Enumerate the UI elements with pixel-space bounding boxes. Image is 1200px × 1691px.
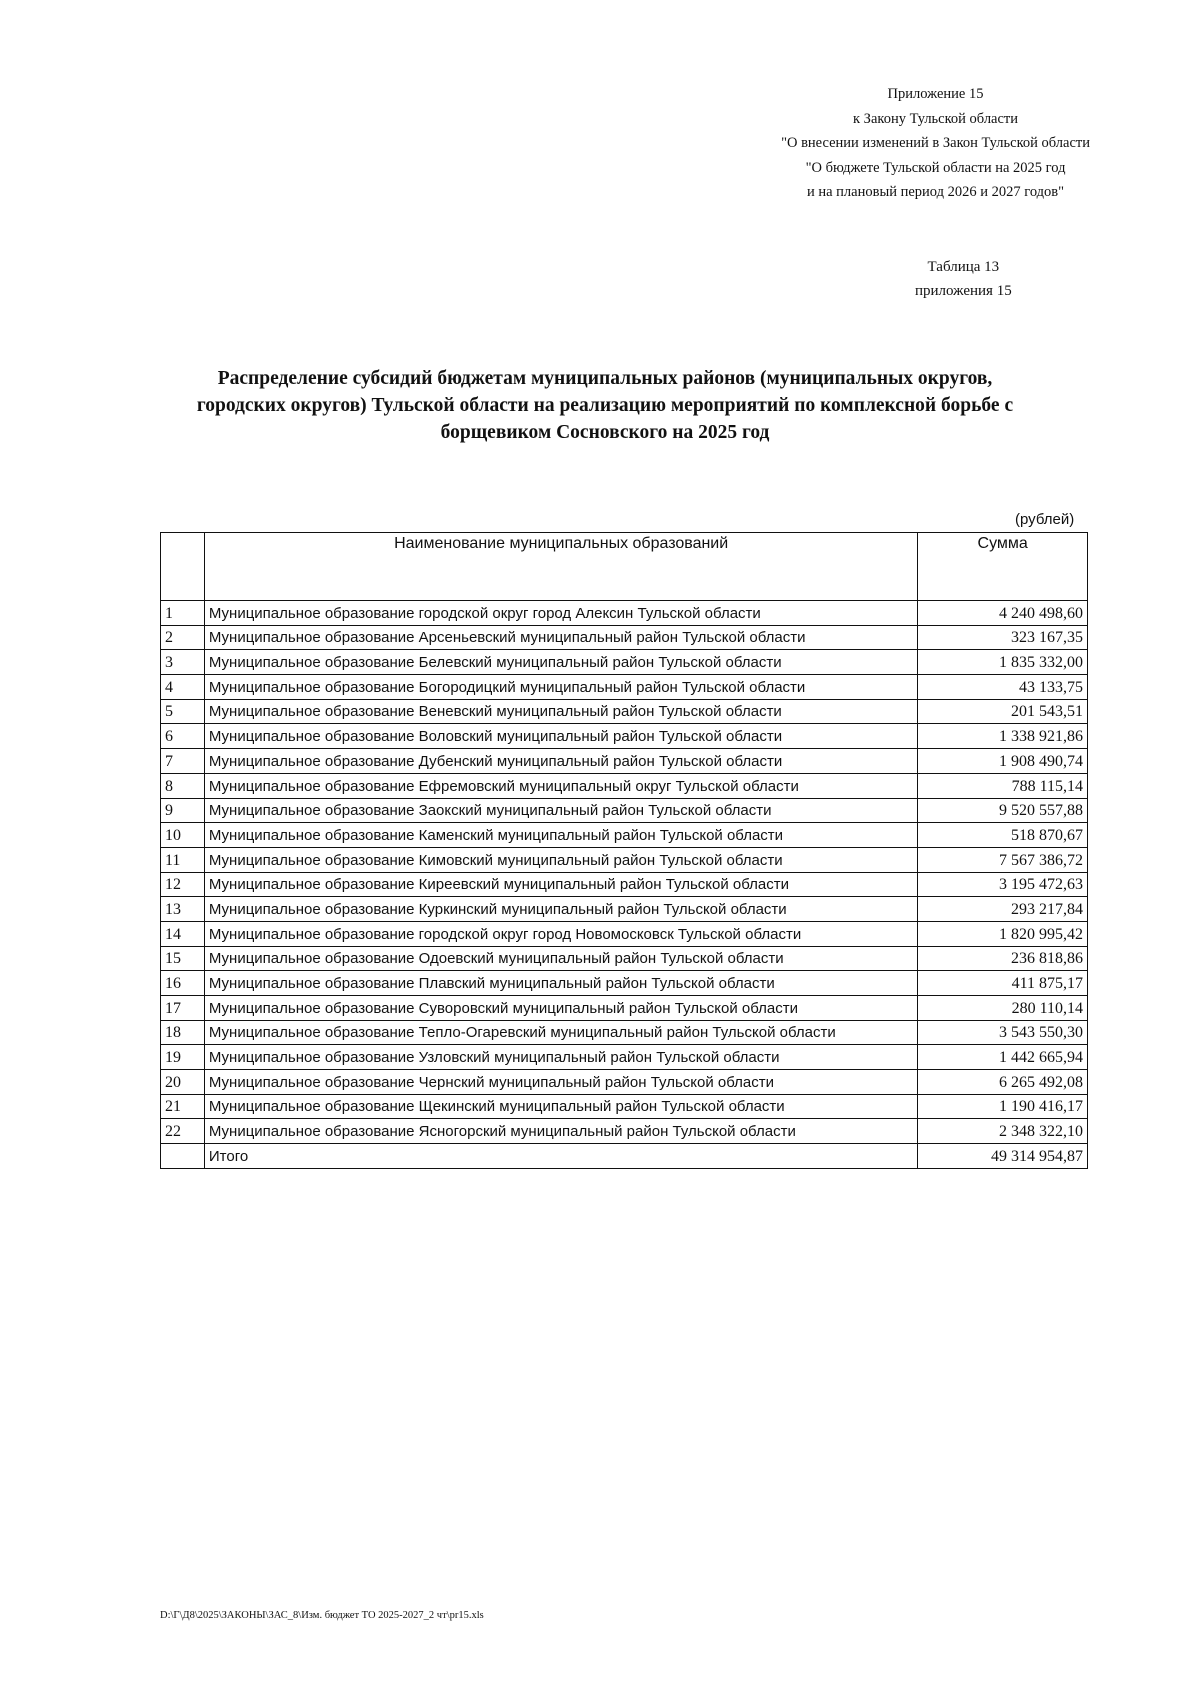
total-amount: 49 314 954,87 <box>918 1144 1088 1169</box>
municipality-name: Муниципальное образование Тепло-Огаревский муниципальный район Тульской области <box>204 1020 918 1045</box>
table-row <box>161 773 1088 798</box>
row-number: 15 <box>161 946 205 971</box>
subsidy-amount: 1 820 995,42 <box>918 921 1088 946</box>
municipality-name: Муниципальное образование Плавский муниципальный район Тульской области <box>204 971 918 996</box>
subsidy-amount: 236 818,86 <box>918 946 1088 971</box>
subsidy-amount: 201 543,51 <box>918 699 1088 724</box>
row-number: 10 <box>161 823 205 848</box>
table-row <box>161 971 1088 996</box>
total-row <box>161 1144 1088 1169</box>
subsidy-amount: 1 908 490,74 <box>918 749 1088 774</box>
municipality-name: Муниципальное образование Суворовский муниципальный район Тульской области <box>204 996 918 1021</box>
subsidy-amount: 1 190 416,17 <box>918 1094 1088 1119</box>
municipality-name: Муниципальное образование Ефремовский муниципальный округ Тульской области <box>204 773 918 798</box>
subsidy-amount: 2 348 322,10 <box>918 1119 1088 1144</box>
municipality-name: Муниципальное образование Чернский муниципальный район Тульской области <box>204 1070 918 1095</box>
table-row <box>161 724 1088 749</box>
document-title <box>140 365 1070 446</box>
municipality-name: Муниципальное образование Узловский муниципальный район Тульской области <box>204 1045 918 1070</box>
row-number: 5 <box>161 699 205 724</box>
municipality-name: Муниципальное образование городской округ город Новомосковск Тульской области <box>204 921 918 946</box>
total-label: Итого <box>204 1144 918 1169</box>
appendix-line: "О бюджете Тульской области на 2025 год <box>805 159 1066 176</box>
row-number: 21 <box>161 1094 205 1119</box>
subsidy-amount: 788 115,14 <box>918 773 1088 798</box>
table-row <box>161 625 1088 650</box>
table-row <box>161 872 1088 897</box>
table-row <box>161 650 1088 675</box>
table-row <box>161 749 1088 774</box>
table-row <box>161 1070 1088 1095</box>
row-number: 11 <box>161 847 205 872</box>
subsidy-amount: 4 240 498,60 <box>918 601 1088 626</box>
subsidy-amount: 1 442 665,94 <box>918 1045 1088 1070</box>
municipality-name: Муниципальное образование Воловский муниципальный район Тульской области <box>204 724 918 749</box>
title-line: борщевиком Сосновского на 2025 год <box>440 422 770 443</box>
table-row <box>161 921 1088 946</box>
row-number: 6 <box>161 724 205 749</box>
subsidy-table <box>160 532 1088 1169</box>
table-body <box>161 601 1088 1169</box>
units-label: (рублей) <box>1015 511 1075 528</box>
row-number: 7 <box>161 749 205 774</box>
table-header-row <box>161 533 1088 601</box>
title-line: Распределение субсидий бюджетам муниципальных районов (муниципальных округов, <box>217 368 993 389</box>
municipality-name: Муниципальное образование Куркинский муниципальный район Тульской области <box>204 897 918 922</box>
appendix-line: "О внесении изменений в Закон Тульской области <box>781 135 1090 151</box>
title-line: городских округов) Тульской области на реализацию мероприятий по комплексной борьбе с <box>196 395 1014 416</box>
table-row <box>161 1045 1088 1070</box>
appendix-header <box>781 82 1090 205</box>
total-number-cell <box>161 1144 205 1169</box>
subsidy-amount: 9 520 557,88 <box>918 798 1088 823</box>
subsidy-amount: 1 835 332,00 <box>918 650 1088 675</box>
row-number: 3 <box>161 650 205 675</box>
subsidy-amount: 3 543 550,30 <box>918 1020 1088 1045</box>
subsidy-amount: 518 870,67 <box>918 823 1088 848</box>
table-reference <box>915 255 1012 303</box>
row-number: 16 <box>161 971 205 996</box>
municipality-name: Муниципальное образование Арсеньевский муниципальный район Тульской области <box>204 625 918 650</box>
table-row <box>161 675 1088 700</box>
municipality-name: Муниципальное образование Одоевский муниципальный район Тульской области <box>204 946 918 971</box>
row-number: 2 <box>161 625 205 650</box>
municipality-name: Муниципальное образование Каменский муниципальный район Тульской области <box>204 823 918 848</box>
subsidy-amount: 6 265 492,08 <box>918 1070 1088 1095</box>
municipality-name: Муниципальное образование Кимовский муниципальный район Тульской области <box>204 847 918 872</box>
table-row <box>161 996 1088 1021</box>
subsidy-amount: 1 338 921,86 <box>918 724 1088 749</box>
subsidy-amount: 280 110,14 <box>918 996 1088 1021</box>
row-number: 19 <box>161 1045 205 1070</box>
row-number: 8 <box>161 773 205 798</box>
file-path-footer: D:\Г\Д8\2025\ЗАКОНЫ\ЗАС_8\Изм. бюджет ТО 2025-2027_2 чт\pr15.xls <box>160 1610 484 1621</box>
table-row <box>161 946 1088 971</box>
table-row <box>161 1020 1088 1045</box>
row-number: 1 <box>161 601 205 626</box>
table-row <box>161 601 1088 626</box>
municipality-name: Муниципальное образование городской округ город Алексин Тульской области <box>204 601 918 626</box>
municipality-name: Муниципальное образование Дубенский муниципальный район Тульской области <box>204 749 918 774</box>
table-row <box>161 699 1088 724</box>
municipality-name: Муниципальное образование Щекинский муниципальный район Тульской области <box>204 1094 918 1119</box>
table-number: Таблица 13 <box>927 259 1000 275</box>
row-number: 9 <box>161 798 205 823</box>
row-number: 4 <box>161 675 205 700</box>
row-number: 20 <box>161 1070 205 1095</box>
column-header-name: Наименование муниципальных образований <box>204 533 918 601</box>
table-row <box>161 823 1088 848</box>
row-number: 14 <box>161 921 205 946</box>
municipality-name: Муниципальное образование Ясногорский муниципальный район Тульской области <box>204 1119 918 1144</box>
municipality-name: Муниципальное образование Заокский муниципальный район Тульской области <box>204 798 918 823</box>
row-number: 17 <box>161 996 205 1021</box>
row-number: 12 <box>161 872 205 897</box>
subsidy-amount: 7 567 386,72 <box>918 847 1088 872</box>
column-header-sum: Сумма <box>918 533 1088 601</box>
municipality-name: Муниципальное образование Веневский муниципальный район Тульской области <box>204 699 918 724</box>
table-appendix: приложения 15 <box>915 283 1012 299</box>
column-header-number <box>161 533 205 601</box>
subsidy-amount: 323 167,35 <box>918 625 1088 650</box>
table-row <box>161 1119 1088 1144</box>
table-row <box>161 897 1088 922</box>
subsidy-amount: 3 195 472,63 <box>918 872 1088 897</box>
municipality-name: Муниципальное образование Богородицкий муниципальный район Тульской области <box>204 675 918 700</box>
subsidy-amount: 411 875,17 <box>918 971 1088 996</box>
table-row <box>161 1094 1088 1119</box>
appendix-line: к Закону Тульской области <box>853 110 1019 127</box>
row-number: 22 <box>161 1119 205 1144</box>
subsidy-amount: 43 133,75 <box>918 675 1088 700</box>
row-number: 13 <box>161 897 205 922</box>
appendix-line: Приложение 15 <box>887 86 984 102</box>
subsidy-amount: 293 217,84 <box>918 897 1088 922</box>
municipality-name: Муниципальное образование Белевский муниципальный район Тульской области <box>204 650 918 675</box>
municipality-name: Муниципальное образование Киреевский муниципальный район Тульской области <box>204 872 918 897</box>
table-row <box>161 847 1088 872</box>
appendix-line: и на плановый период 2026 и 2027 годов" <box>806 184 1065 200</box>
row-number: 18 <box>161 1020 205 1045</box>
table-row <box>161 798 1088 823</box>
